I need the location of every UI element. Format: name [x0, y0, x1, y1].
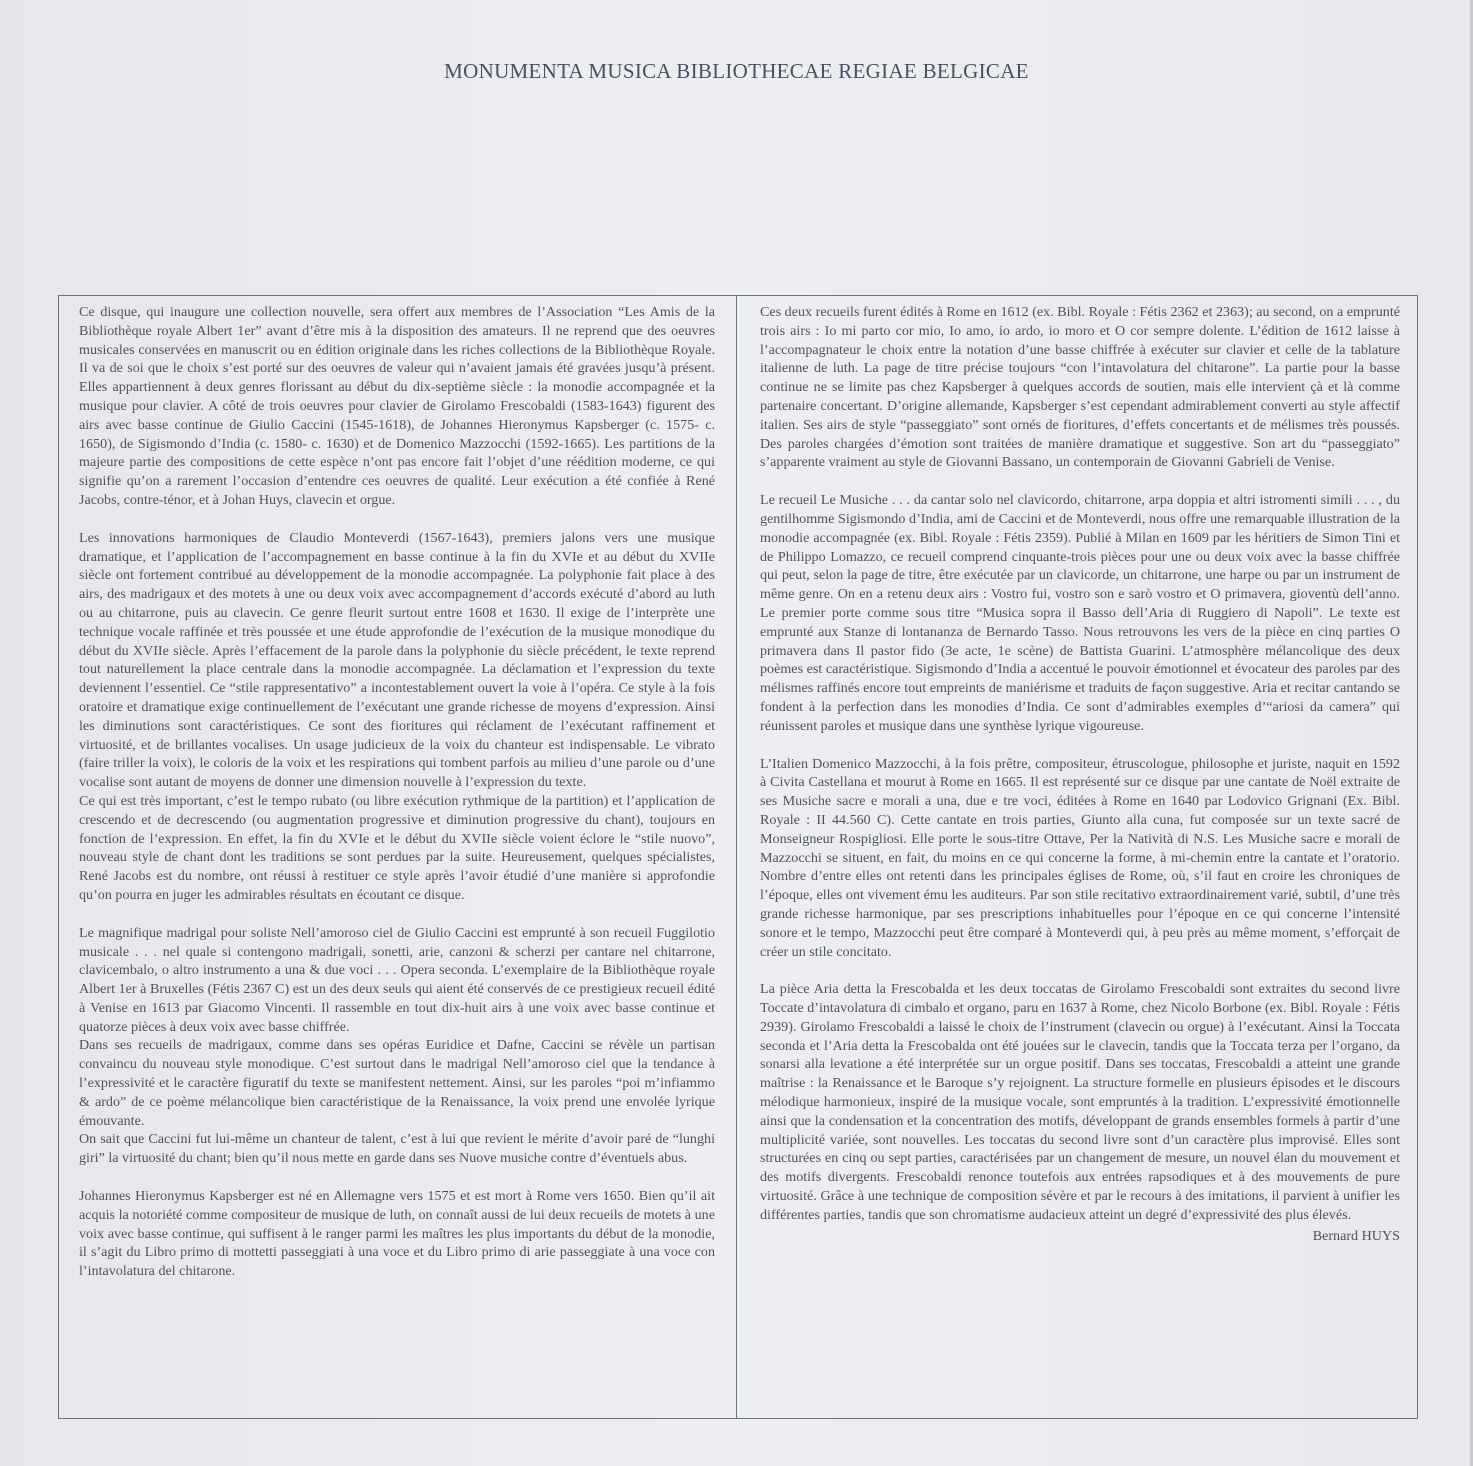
paragraph-rubato: Ce qui est très important, c’est le tempo rubato (ou libre exécution rythmique de la partition) et l’application de crescendo et de decrescendo (ou augmentation progressive et diminution progressive du chant), toujours en fonction de l’expression. En effet, la fin du XVIe et le début du XVIIe siècle voient éclore le “stile nuovo”, nouveau style de chant dont les traditions se sont perdues par la suite. Heureusement, quelques spécialistes, René Jacobs est du nombre, ont réussi à restituer ce style après l’avoir étudié d’une manière si approfondie qu’on pourra en juger les admirables résultats en écoutant ce disque. [79, 792, 715, 903]
paragraph-caccini-chanteur: On sait que Caccini fut lui-même un chanteur de talent, c’est à lui que revient le mérite d’avoir paré de “lunghi giri” la virtuosité du chant; bien qu’il nous mette en garde dans ses Nuove musiche contre d’éventuels abus. [79, 1131, 715, 1167]
paragraph-india: Le recueil Le Musiche . . . da cantar solo nel clavicordo, chitarrone, arpa doppia et altri istromenti simili . . . , du gentilhomme Sigismondo d’India, ami de Caccini et de Monteverdi, nous offre une remarquable illustration de la monodie accompagnée (ex. Bibl. Royale : Fétis 2359). Publié à Milan en 1609 par les héritiers de Simon Tini et de Philippo Lomazzo, ce recueil comprend cinquante-trois pièces pour une ou deux voix avec la basse chiffrée qui peut, selon la page de titre, être exécutée par un clavicorde, un chitarrone, une harpe ou par un instrument de même genre. On en a retenu deux airs : Vostro fui, vostro son e sarò vostro et O primavera, gioventù dell’anno. Le premier porte comme sous titre “Musica sopra il Basso dell’Aria di Ruggiero di Napoli”. Le texte est emprunté aux Stanze di lontananza de Bernardo Tasso. Nous retrouvons les vers de la pièce en cinq parties O primavera dans Il pastor fido (3e acte, 1e scène) de Battista Guarini. L’atmosphère mélancolique des deux poèmes est caractéristique. Sigismondo d’India a accentué le pouvoir émotionnel et évocateur des paroles par des mélismes raffinés encore tout empreints de maniérisme et traduits de façon suggestive. Aria et recitar cantando se fondent à la perfection dans les monodies d’India. Ce sont d’admirables exemples d’“ariosi da camera” qui réunissent paroles et musique dans une synthèse lyrique vigoureuse. [760, 492, 1400, 734]
paragraph-intro: Ce disque, qui inaugure une collection nouvelle, sera offert aux membres de l’Association “Les Amis de la Bibliothèque royale Albert 1er” avant d’être mis à la disposition des amateurs. Il ne reprend que des oeuvres musicales conservées en manuscrit ou en édition originale dans les riches collections de la Bibliothèque Royale. Il va de soi que le choix s’est porté sur des oeuvres de valeur qui n’avaient jamais été gravées jusqu’à présent. Elles appartiennent à deux genres florissant au début du dix-septième siècle : la monodie accompagnée et la musique pour clavier. A côté de trois oeuvres pour clavier de Girolamo Frescobaldi (1583-1643) figurent des airs avec basse continue de Giulio Caccini (1545-1618), de Johannes Hieronymus Kapsberger (c. 1575- c. 1650), de Sigismondo d’India (c. 1580- c. 1630) et de Domenico Mazzocchi (1592-1665). Les partitions de la majeure partie des compositions de cette espèce n’ont pas encore fait l’objet d’une réédition moderne, ce qui signifie qu’on a rarement l’occasion d’entendre ces oeuvres de qualité. Leur exécution a été confiée à René Jacobs, contre-ténor, et à Johan Huys, clavecin et orgue. [79, 304, 715, 508]
paragraph-frescobaldi: La pièce Aria detta la Frescobalda et les deux toccatas de Girolamo Frescobaldi sont extraites du second livre Toccate d’intavolatura di cimbalo et organo, paru en 1637 à Rome, chez Nicolo Borbone (ex. Bibl. Royale : Fétis 2939). Girolamo Frescobaldi a laissé le choix de l’instrument (clavecin ou orgue) à l’exécutant. Ainsi la Toccata seconda et l’Aria detta la Frescobalda ont été jouées sur le clavecin, tandis que la Toccata terza per l’organo, da sonarsi alla levatione a été interprétée sur un orgue positif. Dans ses toccatas, Frescobaldi a atteint une grande maîtrise : la Renaissance et le Baroque s’y rejoignent. La structure formelle en plusieurs épisodes et le discours mélodique harmonieux, inspiré de la musique vocale, sont empruntés à la tradition. L’expressivité émotionnelle ainsi que la condensation et la concentration des motifs, développant de grands ensembles formels à partir d’une multiplicité variée, sont nouvelles. Les toccatas du second livre sont d’un caractère plus improvisé. Elles sont structurées en cinq ou sept parties, caractérisées par un changement de mesure, un nouvel élan du mouvement et des motifs divergents. Frescobaldi renonce toutefois aux entrées rapsodiques et à des mouvements de pure virtuosité. Grâce à une technique de composition sévère et par le recours à des imitations, il parvient à unifier les différentes parties, tandis que son chromatisme audacieux atteint un degré d’expressivité des plus élevés. [760, 981, 1400, 1223]
column-divider [736, 295, 737, 1419]
paragraph-caccini: Le magnifique madrigal pour soliste Nell’amoroso ciel de Giulio Caccini est emprunté à son recueil Fuggilotio musicale . . . nel quale si contengono madrigali, sonetti, arie, canzoni & scherzi per cantare nel chitarrone, clavicembalo, o altro instrumento a una & due voci . . . Opera seconda. L’exemplaire de la Bibliothèque royale Albert 1er à Bruxelles (Fétis 2367 C) est un des deux seuls qui aient été conservés de ce prestigieux recueil édité à Venise en 1613 par Giacomo Vincenti. Il rassemble en tout dix-huit airs à une voix avec basse continue et quatorze pièces à deux voix avec basse chiffrée. [79, 924, 715, 1035]
left-column [79, 303, 715, 1281]
paragraph-mazzocchi: L’Italien Domenico Mazzocchi, à la fois prêtre, compositeur, étruscologue, philosophe et juriste, naquit en 1592 à Civita Castellana et mourut à Rome en 1665. Il est représenté sur ce disque par une cantate de Noël extraite de ses Musiche sacre e morali a una, due e tre voci, éditées à Rome en 1640 par Lodovico Grignani (Ex. Bibl. Royale : II 44.560 C). Cette cantate en trois parties, Giunto alla cuna, fut composée sur un texte sacré de Monseigneur Rospigliosi. Elle porte le sous-titre Ottave, Per la Natività di N.S. Les Musiche sacre e morali de Mazzocchi se situent, en fait, du moins en ce qui concerne la forme, à mi-chemin entre la cantate et l’oratorio. Nombre d’entre elles ont retenti dans les principales églises de Rome, où, s’il faut en croire les chroniques de l’époque, elles ont vivement ému les auditeurs. Par son stile recitativo extraordinairement varié, subtil, d’une très grande richesse harmonique, par ses prescriptions inhabituelles pour l’époque en ce qui concerne l’intensité sonore et le tempo, Mazzocchi peut être comparé à Monteverdi qui, à peu près au même moment, s’efforçait de créer un stile concitato. [760, 755, 1400, 960]
paragraph-kapsberger: Johannes Hieronymus Kapsberger est né en Allemagne vers 1575 et est mort à Rome vers 1650. Bien qu’il ait acquis la notoriété comme compositeur de musique de luth, on connaît aussi de lui deux recueils de motets à une voix avec basse continue, qui suffisent à le ranger parmi les maîtres les plus importants du début de la monodie, il s’agit du Libro primo di mottetti passeggiati à una voce et du Libro primo di arie passeggiate à una voce con l’intavolatura del chitarone. [79, 1188, 715, 1280]
paragraph-caccini-madrigaux: Dans ses recueils de madrigaux, comme dans ses opéras Euridice et Dafne, Caccini se révèle un partisan convaincu du nouveau style monodique. C’est surtout dans le madrigal Nell’amoroso ciel que la tendance à l’expressivité et le caractère figuratif du texte se manifestent nettement. Ainsi, sur les paroles “poi m’infiammo & ardo” de ce poème mélancolique bien caractéristique de la Renaissance, la voix prend une envolée lyrique émouvante. [79, 1037, 715, 1129]
right-column [760, 303, 1400, 1245]
paragraph-recueils: Ces deux recueils furent édités à Rome en 1612 (ex. Bibl. Royale : Fétis 2362 et 2363); au second, on a emprunté trois airs : Io mi parto cor mio, Io amo, io ardo, io moro et O cor sempre dolente. L’édition de 1612 laisse à l’accompagnateur le choix entre la notation d’une basse chiffrée à exécuter sur clavier et celle de la tablature italienne de luth. La page de titre précise toujours “con l’intavolatura del chitarone”. La partie pour la basse continue ne se limite pas chez Kapsberger à quelques accords de soutien, mais elle intervient çà et là comme partenaire concertant. D’origine allemande, Kapsberger s’est cependant admirablement converti au style affectif italien. Ses airs de style “passeggiato” sont ornés de fioritures, d’effets concertants et de mélismes très poussés. Des paroles chargées d’émotion sont traitées de manière dramatique et suggestive. Son art du “passeggiato” s’apparente vraiment au style de Giovanni Bassano, un contemporain de Giovanni Gabrieli de Venise. [760, 304, 1400, 471]
paragraph-monodie: Les innovations harmoniques de Claudio Monteverdi (1567-1643), premiers jalons vers une musique dramatique, et l’application de l’accompagnement en basse continue à la fin du XVIe et au début du XVIIe siècle ont fortement contribué au développement de la monodie accompagnée. La polyphonie fait place à des airs, des madrigaux et des motets à une ou deux voix avec accompagnement d’accords exécuté d’abord au luth ou au chitarrone, puis au clavecin. Ce genre fleurit surtout entre 1608 et 1630. Il exige de l’interprète une technique vocale raffinée et très poussée et une étude approfondie de l’exécution de la musique monodique du début du XVIIe siècle. Après l’effacement de la parole dans la polyphonie du siècle précédent, le texte reprend tout naturellement la place centrale dans la monodie accompagnée. La déclamation et l’expression du texte deviennent l’essentiel. Ce “stile rappresentativo” a incontestablement ouvert la voie à l’opéra. Ce style à la fois oratoire et dramatique exige continuellement de l’exécutant une grande richesse de moyens d’expression. Ainsi les diminutions sont caractéristiques. Ce sont des fioritures qui réclament de l’exécutant raffinement et virtuosité, et de brillantes vocalises. Un usage judicieux de la voix du chanteur est indispensable. Le vibrato (faire triller la voix), le coloris de la voix et les respirations qui tombent parfois au milieu d’une parole ou d’une vocalise sont autant de moyens de donner une dimension nouvelle à l’expression du texte. [79, 529, 715, 791]
series-title: MONUMENTA MUSICA BIBLIOTHECAE REGIAE BELGICAE [444, 59, 1029, 83]
author-signature: Bernard HUYS [1312, 1227, 1400, 1244]
